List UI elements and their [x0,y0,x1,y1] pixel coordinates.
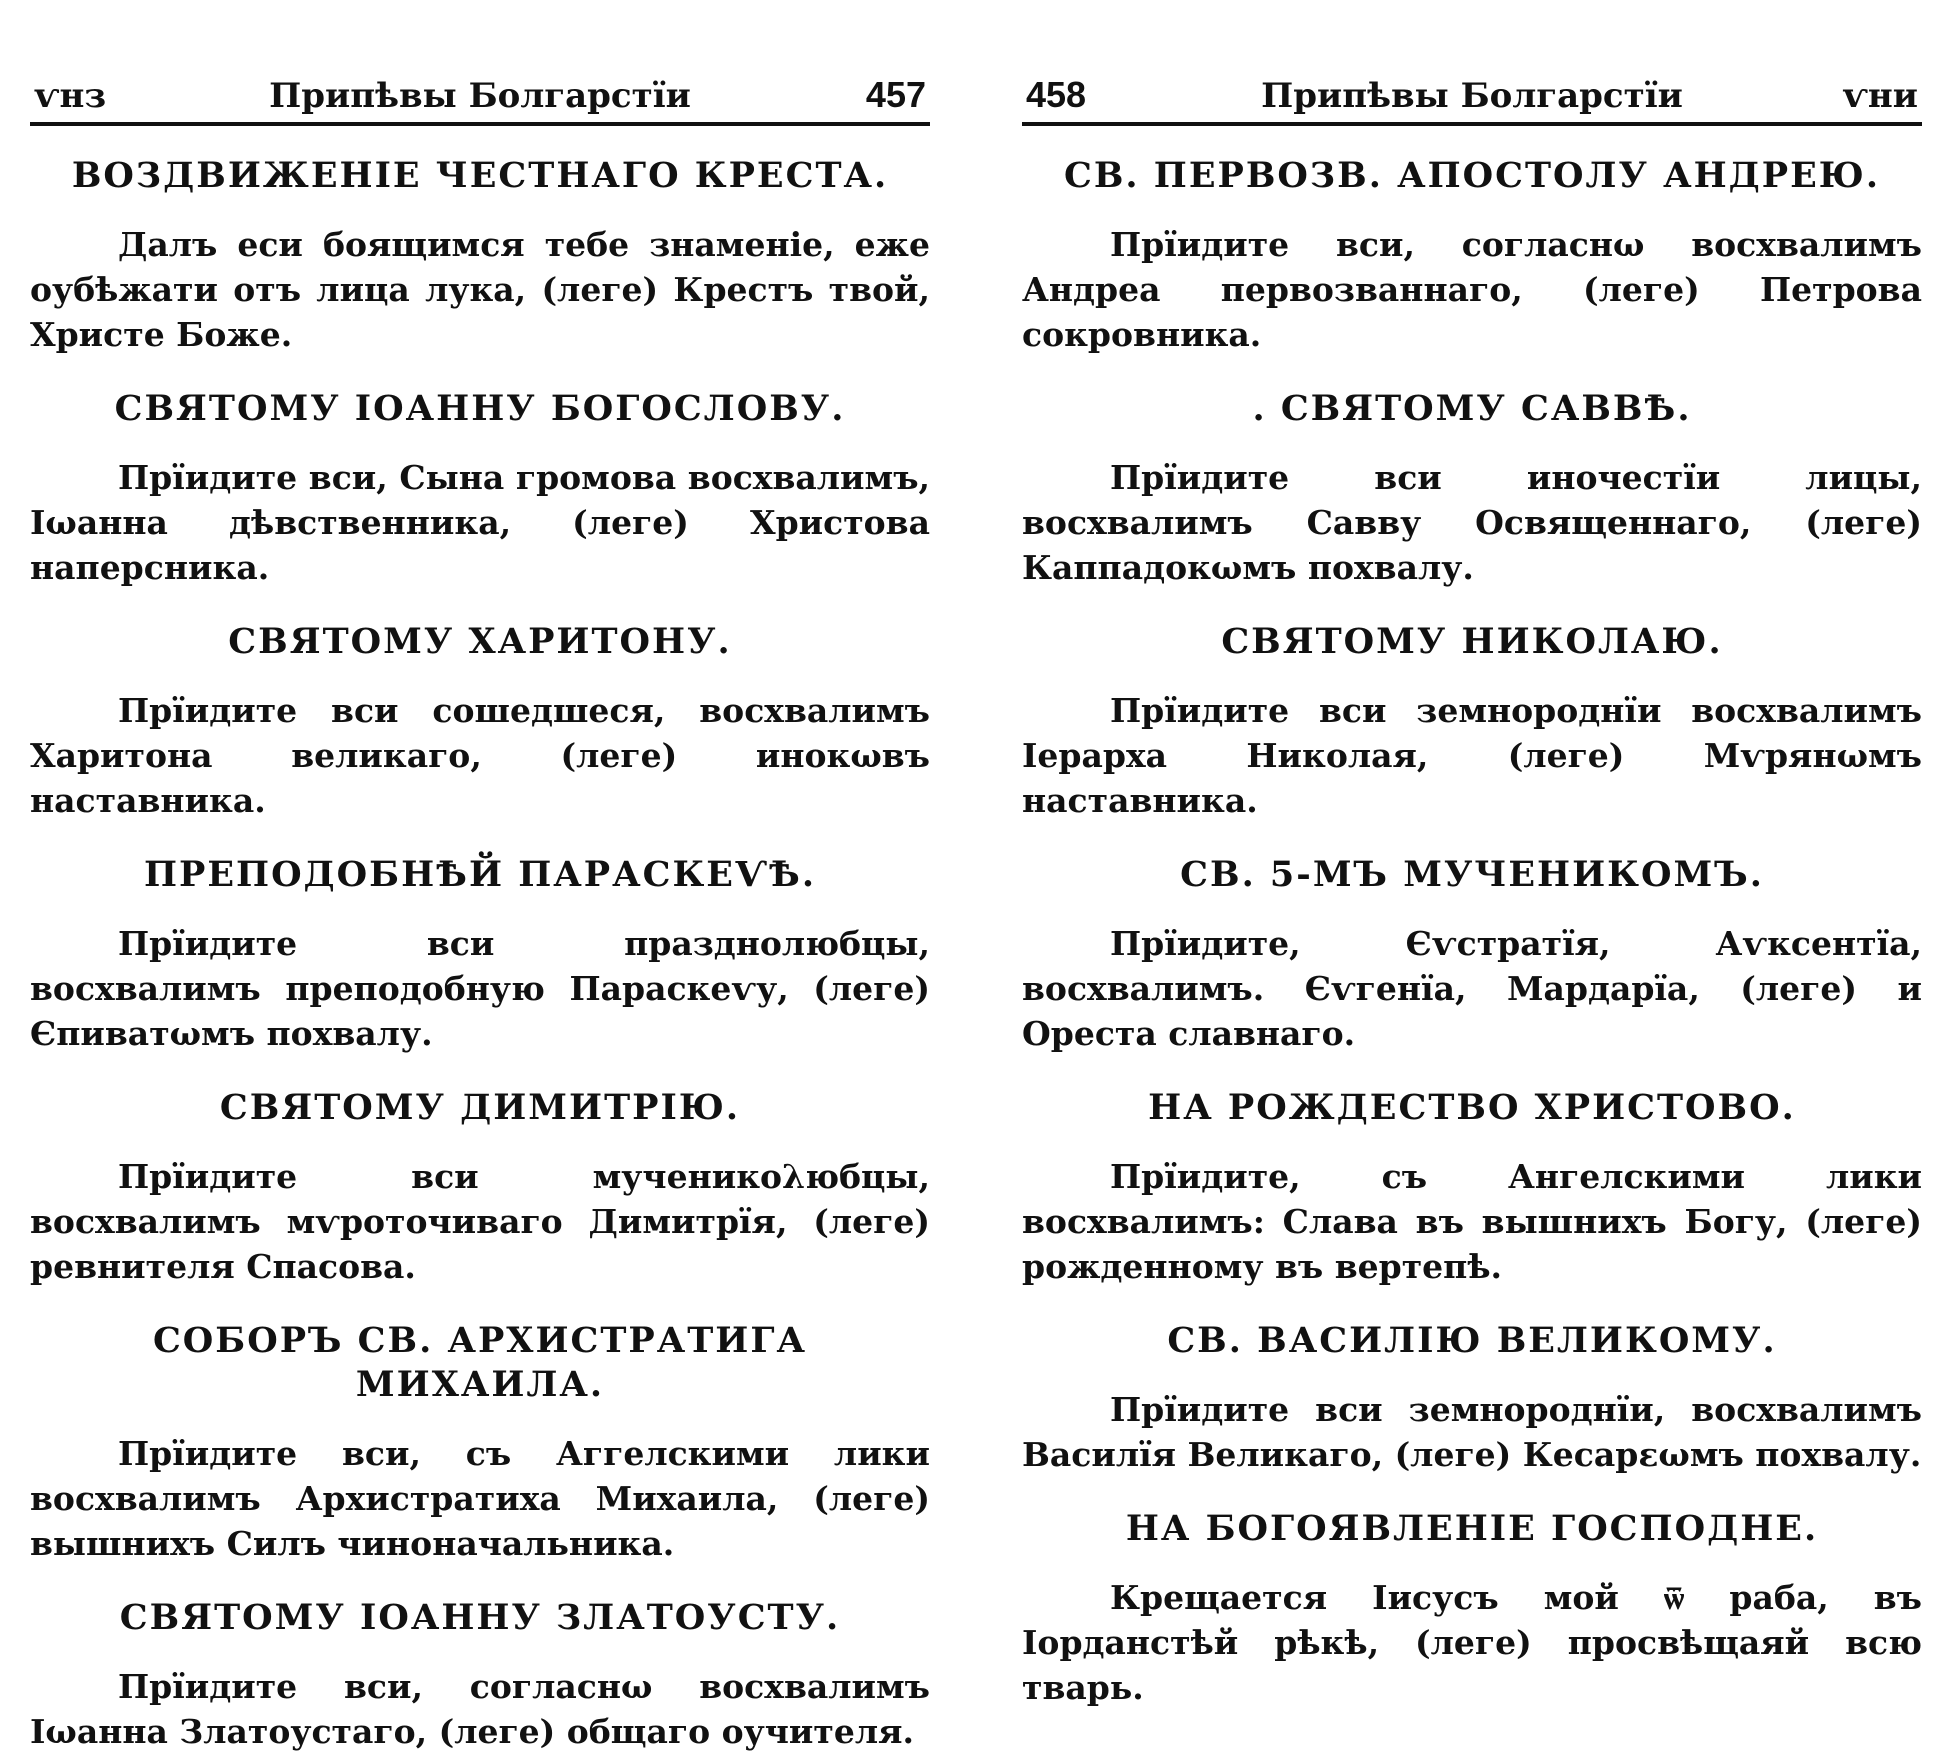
page-body [1022,126,1922,1710]
right-page [1022,70,1922,1707]
section-text: Прїидите вси празднолюбцы, восхвалимъ преподобную Параскеѵу, (леге) Єпиватωмъ похвалу. [30,924,930,1053]
section-title: СВЯТОМУ ІОАННУ ЗЛАТОУСТУ. [119,1597,841,1638]
hymn-section [1022,154,1922,357]
header-page-number: 458 [1026,74,1087,115]
hymn-section [30,1086,930,1289]
header-folio-slavonic: ѵнз [34,76,107,116]
section-text: Прїидите вси, Сына громова восхвалимъ, Іωанна дѣвственника, (леге) Христова наперсника. [30,458,930,587]
hymn-section [1022,853,1922,1056]
section-title: СВЯТОМУ ІОАННУ БОГОСЛОВУ. [114,388,846,429]
section-title: . СВЯТОМУ САВВѢ. [1252,388,1692,429]
hymn-section [30,154,930,357]
hymn-section [30,1319,930,1566]
left-page [30,70,930,1751]
hymn-section [30,620,930,823]
section-text: Прїидите вси, согласнω восхвалимъ Андреа первозваннаго, (леге) Петрова сокровника. [1022,225,1922,354]
section-text: Прїидите вси, съ Аггелскими лики восхвалимъ Архистратиха Михаила, (леге) вышнихъ Силъ чиноначальника. [30,1434,930,1563]
hymn-section [1022,620,1922,823]
section-title: ПРЕПОДОБНѢЙ ПАРАСКЕѴѢ. [143,854,817,895]
section-title: НА РОЖДЕСТВО ХРИСТОВО. [1148,1087,1796,1128]
hymn-section [1022,387,1922,590]
section-text: Прїидите вси, согласнω восхвалимъ Іωанна Златоустаго, (леге) общаго оучителя. [30,1667,930,1751]
section-title: СВЯТОМУ ДИМИТРІЮ. [219,1087,741,1128]
section-title: СВ. ПЕРВОЗВ. АПОСТОЛУ АНДРЕЮ. [1063,155,1881,196]
section-title: СВ. 5-МЪ МУЧЕНИКОМЪ. [1180,854,1764,895]
hymn-section [1022,1507,1922,1710]
hymn-section [1022,1086,1922,1289]
section-title: СВЯТОМУ НИКОЛАЮ. [1221,621,1723,662]
header-running-title: Припѣвы Болгарстїи [1261,76,1683,116]
section-text: Прїидите вси земнороднїи восхвалимъ Іерарха Николая, (леге) Мѵрянωмъ наставника. [1022,691,1922,820]
section-text: Прїидите, съ Ангелскими лики восхвалимъ: Слава въ вышнихъ Богу, (леге) рожденному въ вертепѣ. [1022,1157,1922,1286]
section-text: Прїидите вси мученикολюбцы, восхвалимъ мѵроточиваго Димитрїя, (леге) ревнителя Спасова. [30,1157,930,1286]
section-text: Крещается Іисусъ мой ѿ раба, въ Іорданстѣй рѣкѣ, (леге) просвѣщаяй всю тварь. [1022,1578,1922,1707]
section-text: Прїидите вси иночестїи лицы, восхвалимъ Савву Освященнаго, (леге) Каппадокωмъ похвалу. [1022,458,1922,587]
section-title: СОБОРЪ СВ. АРХИСТРАТИГА МИХАИЛА. [152,1320,808,1405]
header-folio-slavonic: ѵни [1842,76,1918,116]
section-text: Прїидите вси сошедшеся, восхвалимъ Харитона великаго, (леге) инокωвъ наставника. [30,691,930,820]
hymn-section [30,853,930,1056]
section-text: Прїидите, Єѵстратїя, Аѵксентїа, восхвалимъ. Єѵгенїа, Мардарїа, (леге) и Ореста славнаго. [1022,924,1922,1053]
page-header [30,70,930,126]
header-page-number: 457 [865,74,926,115]
page-body [30,126,930,1754]
hymn-section [30,1596,930,1754]
hymn-section [30,387,930,590]
section-title: ВОЗДВИЖЕНІЕ ЧЕСТНАГО КРЕСТА. [71,155,889,196]
section-title: НА БОГОЯВЛЕНІЕ ГОСПОДНЕ. [1125,1508,1819,1549]
section-text: Далъ еси боящимся тебе знаменіе, еже оубѣжати отъ лица лука, (леге) Крестъ твой, Христе Боже. [30,225,930,354]
section-title: СВЯТОМУ ХАРИТОНУ. [228,621,732,662]
section-title: СВ. ВАСИЛІЮ ВЕЛИКОМУ. [1167,1320,1777,1361]
section-text: Прїидите вси земнороднїи, восхвалимъ Василїя Великаго, (леге) Кесарεωмъ похвалу. [1022,1390,1922,1474]
hymn-section [1022,1319,1922,1477]
header-running-title: Припѣвы Болгарстїи [269,76,691,116]
page-header [1022,70,1922,126]
